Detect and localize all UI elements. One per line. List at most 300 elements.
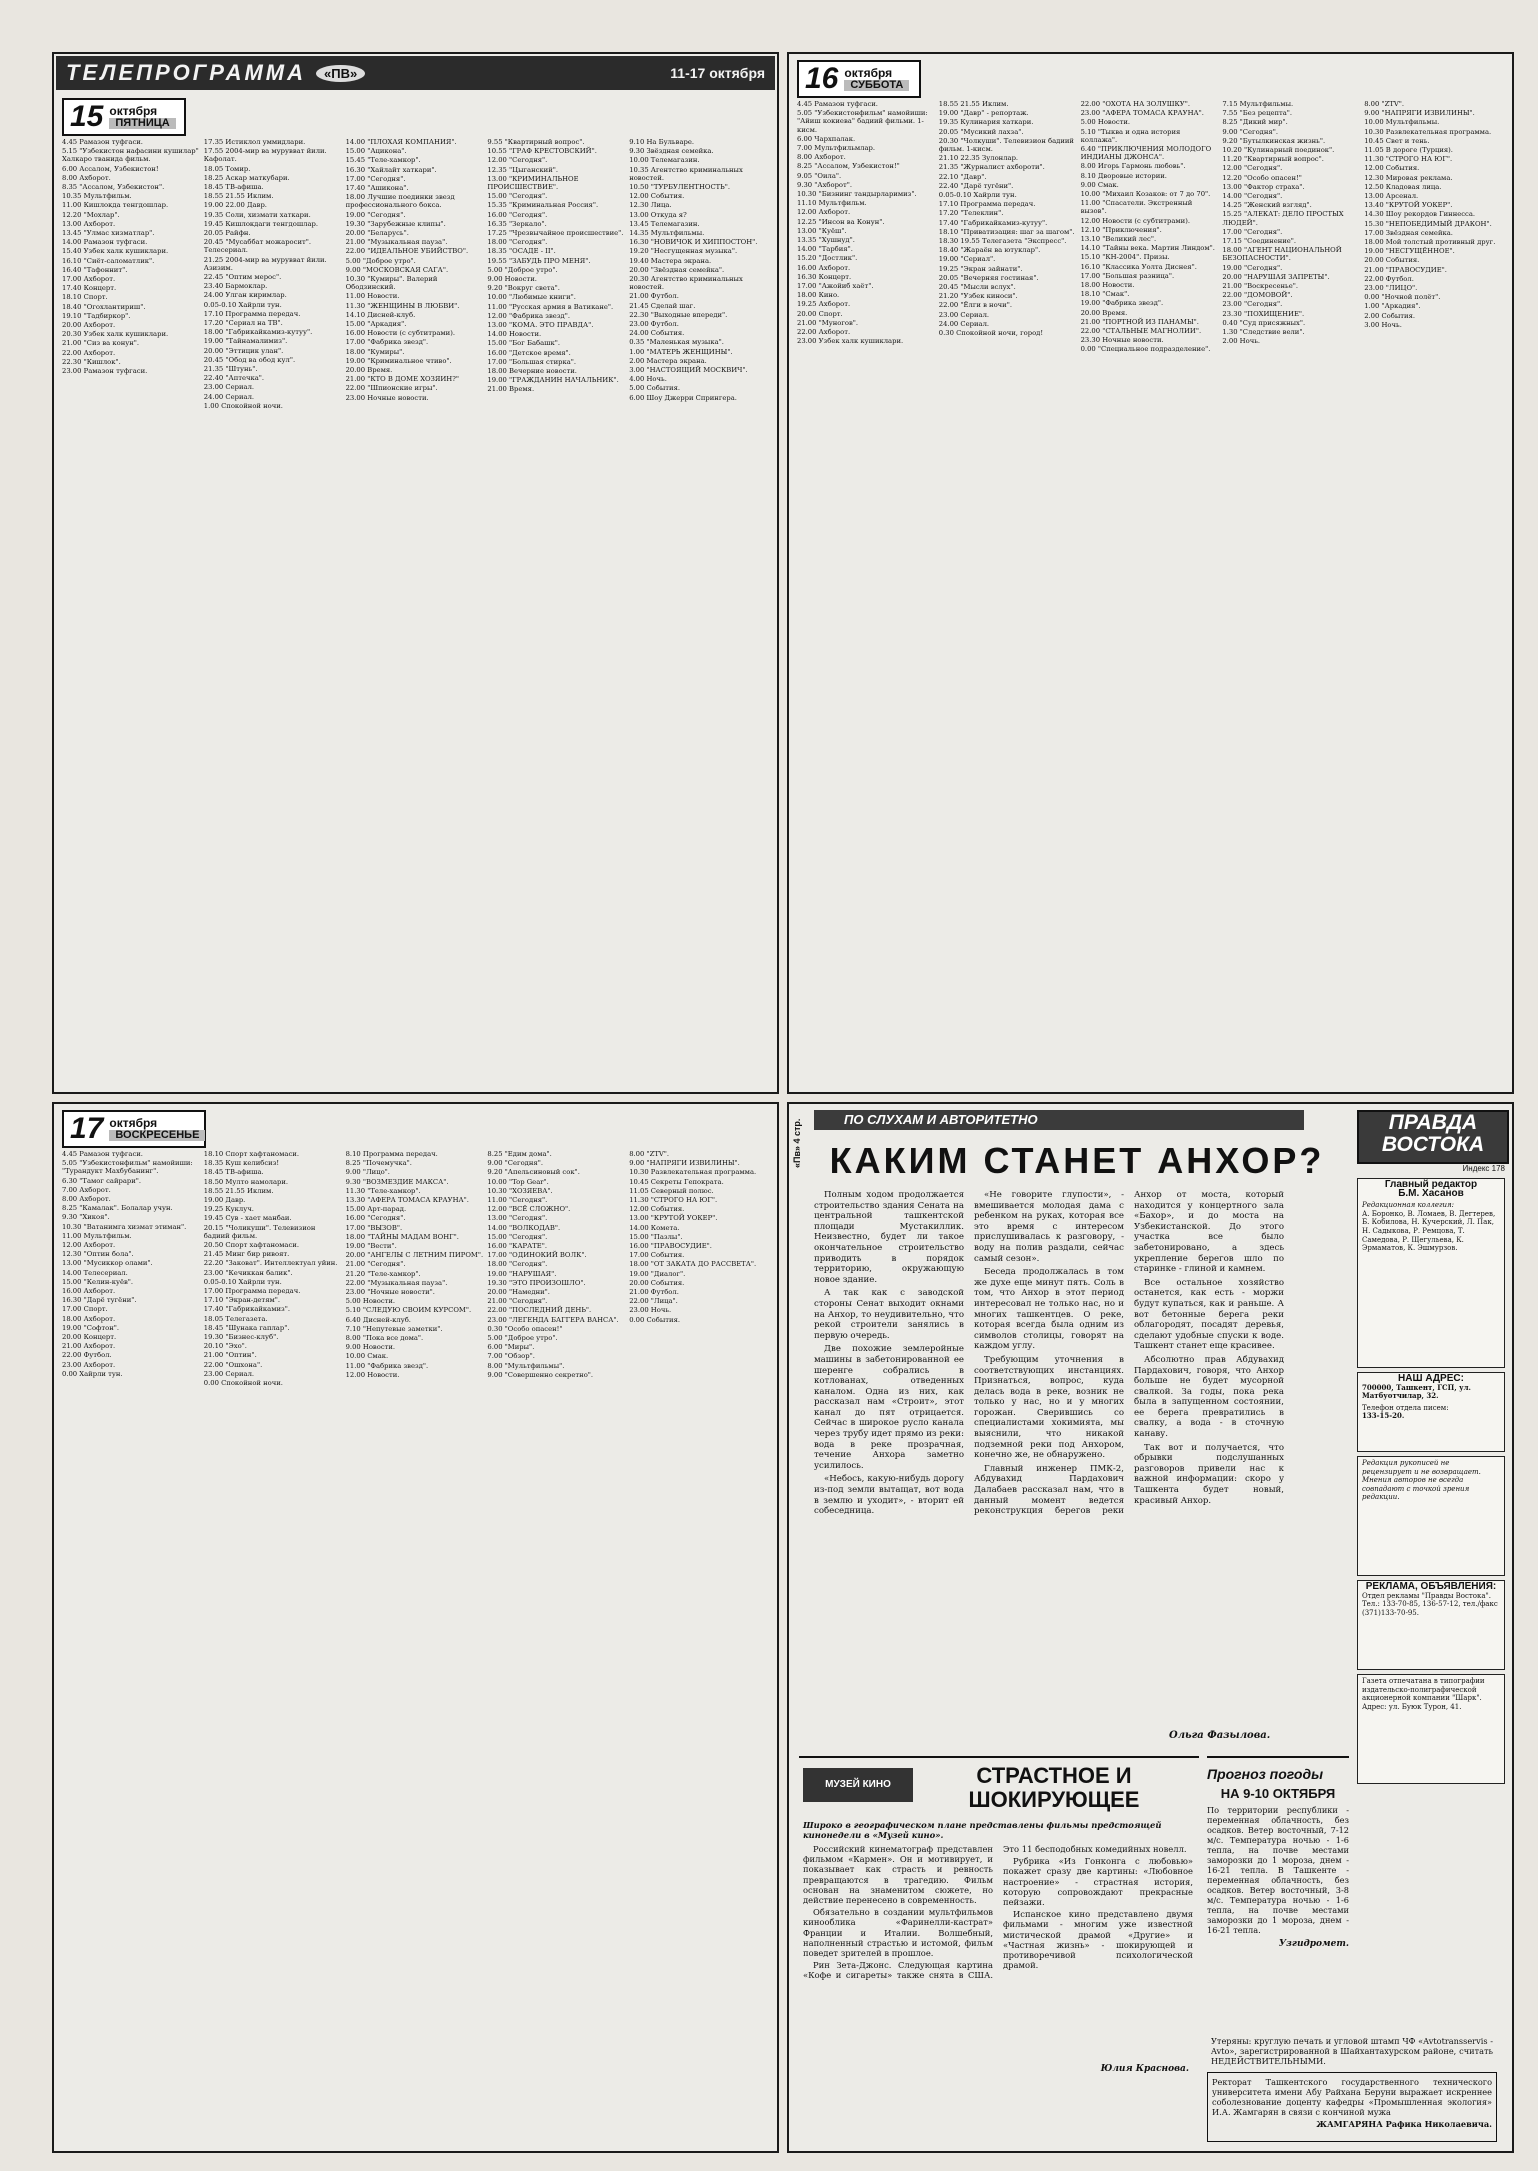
- address-title: НАШ АДРЕС:: [1398, 1373, 1464, 1384]
- tv-listing-entry: 8.00 Игорь Гармонь любовь".: [1080, 162, 1186, 171]
- tv-listing-entry: 12.25 "Инсон ва Конун".: [797, 217, 885, 226]
- tv-listing-entry: 4.45 Рамазон туфгаси.: [797, 100, 878, 108]
- tv-listing-entry: 12.20 "Особо опасен!": [1222, 173, 1302, 182]
- tv-column: [487, 1150, 625, 2140]
- tv-listing-entry: 10.35 Агентство криминальных новостей.: [629, 165, 743, 182]
- tv-listing-entry: 24.00 Сериал.: [938, 319, 990, 328]
- tv-listing-entry: 20.00 "АНГЕЛЫ С ЛЕТНИМ ПИРОМ".: [345, 1251, 484, 1260]
- tv-listing-entry: 20.30 "Чолкуши". Телевизион бадиий фильм. 1-кисм.: [938, 136, 1074, 154]
- article-body: [814, 1190, 1284, 1746]
- day-month: октября: [109, 103, 158, 118]
- tv-listing-entry: 1.00 "МАТЕРЬ ЖЕНЩИНЫ".: [629, 347, 733, 356]
- tv-listing-entry: 0.00 Спокойной ночи.: [203, 1379, 283, 1388]
- article-paragraph: «Не говорите глупости», - вмешивается молодая дама с ребенком на руках, которая все это время с интересом прислушивалась к разговору, - воду на полив раздали, сейчас самый сезон».: [974, 1190, 1124, 1264]
- tv-listing-entry: 13.10 "Великий лес".: [1080, 235, 1157, 244]
- promo-paragraph: Рин Зета-Джонс. Следующая картина «Кофе и сигареты» также снята в США. Это 11 бесподобных комедийных новелл.: [803, 1844, 1187, 1981]
- tv-listing-entry: 18.55 21.55 Иклим.: [203, 1186, 274, 1195]
- tv-listing-entry: 0.00 Хайрли тун.: [62, 1369, 123, 1378]
- tv-listing-entry: 16.40 "Тафоннит".: [62, 265, 128, 274]
- tv-listing-entry: 23.00 "АФЕРА ТОМАСА КРАУНА".: [1080, 109, 1204, 118]
- tv-column: [629, 1150, 767, 2140]
- tv-listing-entry: 5.05 "Узбекистонфильм" намойиши: "Айиш кокиева" бадиий фильми. 1-кисм.: [797, 109, 928, 134]
- tv-listing-entry: 19.00 "Тайнамалимиз".: [203, 337, 288, 346]
- tv-listing-entry: 17.00 "Ажойиб хаёт".: [797, 282, 874, 291]
- tv-column: [487, 138, 625, 1082]
- tv-listing-entry: 10.00 "Top Gear".: [487, 1177, 549, 1186]
- tv-listing-entry: 5.00 "Доброе утро".: [345, 256, 416, 265]
- tv-listing-entry: 19.35 Кулинария хаткари.: [938, 118, 1034, 127]
- tv-listing-entry: 7.15 Мультфильмы.: [1222, 100, 1294, 108]
- tv-listing-entry: 22.30 "Выходные впереди".: [629, 310, 728, 319]
- tv-listing-entry: 9.30 "Хикоя".: [62, 1213, 110, 1222]
- tv-listing-entry: 15.20 "Достлик".: [797, 254, 858, 263]
- tv-listing-entry: 21.45 Сделай шаг.: [629, 301, 696, 310]
- tv-listing-entry: 16.30 "Дарё тугёни".: [62, 1296, 137, 1305]
- tv-listing-entry: 13.40 "КРУТОЙ УОКЕР".: [1364, 201, 1453, 210]
- tv-listing-entry: 9.00 "Лицо".: [345, 1168, 390, 1177]
- tv-listing-entry: 17.40 "Ашикона".: [345, 184, 409, 193]
- tv-listing-entry: 18.00 "ОТ ЗАКАТА ДО РАССВЕТА".: [629, 1260, 757, 1269]
- disclaimer-text: Редакция рукописей не рецензирует и не возвращает. Мнения авторов не всегда совпадают с точкой зрения редакции.: [1362, 1459, 1481, 1502]
- tv-listing-entry: 19.00 "Диалог".: [629, 1269, 686, 1278]
- tv-friday-panel: [52, 52, 779, 1094]
- weather-forecast: [1207, 1756, 1349, 2028]
- tv-listing-entry: 14.35 Мультфильмы.: [629, 229, 705, 238]
- tv-listing-entry: 15.40 Узбек халк кушиклари.: [62, 247, 169, 256]
- tv-listing-entry: 9.00 "Совершенно секретно".: [487, 1370, 594, 1379]
- tv-listing-entry: 15.00 Арт-парад.: [345, 1205, 407, 1214]
- tv-listing-entry: 19.00 "Сегодня".: [345, 210, 406, 219]
- tv-listing-entry: 11.05 В дороге (Турция).: [1364, 146, 1453, 155]
- tv-listing-entry: 12.00 События.: [629, 1205, 685, 1214]
- tv-listing-entry: 10.00 "Любимые книги".: [487, 293, 576, 302]
- tv-listing-entry: 23.00 "ЛИЦО".: [1364, 284, 1418, 293]
- condolence-name: ЖАМГАРЯНА Рафика Николаевича.: [1316, 2119, 1492, 2129]
- tv-listing-entry: 22.30 "Кишлок".: [62, 357, 121, 366]
- tv-listing-entry: 21.00 Ахборот.: [62, 1342, 116, 1351]
- tv-listing-entry: 18.00 "АГЕНТ НАЦИОНАЛЬНОЙ БЕЗОПАСНОСТИ".: [1222, 246, 1342, 263]
- board-members: А. Боронко, В. Ломаев, В. Дегтерев, Б. Кобилова, Н. Кучерский, Л. Пак, Н. Садыкова, Р. Ремцова, Т. Самедова, Р. Щегульева, К. Эрмаматов, К. Эшмурзов.: [1362, 1209, 1496, 1253]
- tv-listing-entry: 20.50 Спорт хафтаномаси.: [203, 1241, 299, 1250]
- day-header-sunday: [62, 1110, 206, 1148]
- tv-listing-entry: 9.30 "ВОЗМЕЗДИЕ МАКСА".: [345, 1177, 449, 1186]
- tv-listing-entry: 21.00 "Воскресенье".: [1222, 282, 1299, 291]
- tv-listing-entry: 17.10 Программа передач.: [203, 309, 301, 318]
- tv-listing-entry: 6.00 Ассалом, Узбекистон!: [62, 164, 159, 173]
- tv-listing-entry: 3.00 Ночь.: [1364, 320, 1402, 329]
- tv-listing-entry: 6.40 "ПРИКЛЮЧЕНИЯ МОЛОДОГО ИНДИАНЫ ДЖОНСА".: [1080, 145, 1212, 162]
- tv-listing-entry: 21.00 Время.: [487, 385, 535, 394]
- tv-column: [346, 1150, 484, 2140]
- tv-listing-entry: 2.00 События.: [1364, 311, 1416, 320]
- tv-listing-entry: 18.50 Мулто намолари.: [203, 1177, 289, 1186]
- tv-listing-entry: 22.45 "Оптим мерос".: [203, 273, 282, 282]
- tv-listing-entry: 20.00 События.: [629, 1278, 685, 1287]
- ads-text: Отдел рекламы "Правды Востока". Тел.: 133-70-85, 136-57-12, тел./факс (371)133-70-95.: [1362, 1591, 1498, 1617]
- tv-listing-entry: 22.40 "Аптечка".: [203, 374, 265, 383]
- tv-listing-entry: 21.35 "Журналист ахбороти".: [938, 163, 1045, 172]
- tv-listing-entry: 19.30 "Бизнес-клуб".: [203, 1333, 279, 1342]
- tv-listing-entry: 17.55 2004-мир ва мурувват йили. Кафолат.: [203, 147, 327, 164]
- tv-listing-entry: 18.00 Ахборот.: [62, 1314, 116, 1323]
- promo-paragraph: Российский кинематограф представлен фильмом «Кармен». Он и мотивирует, и показывает как страсть и ревность превращаются в трагедию. Фильм основан на знаменитом сюжете, но действие перенесено в современность.: [803, 1844, 993, 1906]
- tv-listing-entry: 20.05 "Мусикий лахза".: [938, 127, 1024, 136]
- day-number: 16: [805, 62, 839, 95]
- tv-listing-entry: 8.00 Ахборот.: [797, 153, 846, 162]
- tv-listing-entry: 8.00 Ахборот.: [62, 173, 111, 182]
- tv-column: [346, 138, 484, 1082]
- tv-listing-entry: 20.45 "Обод ва обод кул".: [203, 355, 296, 364]
- tv-listing-entry: 9.00 "НАПРЯГИ ИЗВИЛИНЫ".: [1364, 109, 1475, 118]
- tv-listing-entry: 9.30 Звёздная семейка.: [629, 147, 714, 156]
- tv-listing-entry: 17.40 Концерт.: [62, 284, 117, 293]
- tv-listing-entry: 11.05 Северный полюс.: [629, 1186, 714, 1195]
- tv-listing-entry: 18.00 Вечерние новости.: [487, 367, 577, 376]
- tv-listing-entry: 12.00 Ахборот.: [797, 208, 851, 217]
- tv-listing-entry: 10.20 "Кулинарный поединок".: [1222, 146, 1335, 155]
- tv-listing-entry: 21.25 2004-мир ва мурувват йили. Азизим.: [203, 255, 327, 272]
- tv-listing-entry: 19.00 "НАРУШАЯ".: [487, 1269, 557, 1278]
- tv-listing-entry: 16.00 "Детское время".: [487, 348, 571, 357]
- tv-listing-entry: 22.00 "Музыкальная пауза".: [345, 1278, 448, 1287]
- tv-listing-entry: 5.05 "Узбекистонфильм" намойиши: "Турандукт Махбубанинг".: [62, 1159, 193, 1176]
- tv-listing-entry: 18.10 Спорт.: [62, 293, 108, 302]
- tv-listing-entry: 5.10 "Тыква и одна история коллажа".: [1080, 127, 1181, 144]
- tv-listing-entry: 19.00 "Сериал".: [938, 255, 996, 264]
- tv-listing-entry: 6.00 Шоу Джерри Спрингера.: [629, 393, 737, 402]
- tv-listing-entry: 12.00 "ВСЁ СЛОЖНО".: [487, 1205, 571, 1214]
- tv-listing-entry: 16.10 "Классика Уолта Диснея".: [1080, 262, 1197, 271]
- day-of-week: ПЯТНИЦА: [109, 118, 175, 130]
- tv-listing-entry: 19.00 22.00 Давр.: [203, 201, 267, 210]
- subscription-index: Индекс 178: [1462, 1164, 1505, 1173]
- phone-label: Телефон отдела писем:: [1362, 1403, 1449, 1412]
- tv-listing-entry: 23.00 "Кечиккан балик".: [203, 1268, 293, 1277]
- tv-listing-entry: 13.45 "Улмас хизматлар".: [62, 229, 155, 238]
- tv-listing-entry: 14.00 "Сегодня".: [1222, 192, 1283, 201]
- address-text: 700000, Ташкент, ГСП, ул. Матбуотчилар, 32.: [1362, 1382, 1471, 1401]
- tv-listing-entry: 18.00 Кино.: [797, 291, 840, 300]
- tv-listing-entry: 22.00 "Шпионские игры".: [345, 384, 438, 393]
- promo-body: [803, 1844, 1193, 2054]
- tv-listing-entry: 16.30 Концерт.: [797, 272, 852, 281]
- tv-listing-entry: 20.00 "Беларусь".: [345, 229, 409, 238]
- tv-listing-entry: 14.10 "Тайны века. Мартин Линдом".: [1080, 244, 1215, 253]
- tv-listing-entry: 10.30 "ХОЗЯЕВА".: [487, 1186, 553, 1195]
- day-month: октября: [844, 65, 893, 80]
- tv-listing-entry: 21.00 Футбол.: [629, 292, 679, 301]
- tv-listing-entry: 13.35 "Хушнуд".: [797, 236, 855, 245]
- tv-listing-entry: 7.10 "Непутевые заметки".: [345, 1324, 443, 1333]
- tv-listing-entry: 3.00 "НАСТОЯЩИЙ МОСКВИЧ".: [629, 366, 748, 375]
- tv-listing-entry: 20.05 Райфн.: [203, 229, 251, 238]
- tv-listing-entry: 18.00 "ТАЙНЫ МАДАМ ВОНГ".: [345, 1232, 459, 1241]
- tv-listing-entry: 19.45 Кишлокдаги тенгдошлар.: [203, 219, 319, 228]
- tv-sunday-panel: [52, 1102, 779, 2153]
- tv-listing-entry: 18.00 "Габрикайкамиз-кутуу".: [203, 328, 313, 337]
- tv-listing-entry: 22.10 "Давр".: [938, 172, 987, 181]
- tv-listing-entry: 2.00 Ночь.: [1222, 337, 1261, 346]
- tv-listing-entry: 10.50 "ТУРБУЛЕНТНОСТЬ".: [629, 183, 731, 192]
- article-paragraph: Беседа продолжалась в том же духе еще минут пять. Соль в том, что Анхор в этот период интересовал не только нас, но и многих ташкентцев. О реке, которая всегда была одним из символов столицы, говорят на каждом углу.: [974, 1267, 1124, 1352]
- tv-listing-entry: 5.00 Новости.: [345, 1297, 396, 1306]
- promo-paragraph: Обязательно в создании мультфильмов кинооблика «Фаринелли-кастрат» Франции и Италии. Волшебный, наполненный страстью и истомой, фильм поведет зрителей в прошлое.: [803, 1907, 993, 1959]
- print-box: [1357, 1674, 1505, 1784]
- banner-dates: 11-17 октября: [670, 65, 765, 81]
- tv-listing-entry: 23.00 Узбек халк кушиклари.: [797, 337, 904, 346]
- tv-listing-entry: 5.15 "Узбекистон нафасини кушилар" Халкаро тванида фильм.: [62, 147, 199, 164]
- tv-listing-entry: 14.00 Телесериал.: [62, 1268, 128, 1277]
- tv-listing-entry: 20.00 Концерт.: [62, 1333, 117, 1342]
- tv-listing-entry: 18.30 19.55 Телегазета "Экспресс".: [938, 237, 1067, 246]
- tv-listing-entry: 12.00 Новости (с субтитрами).: [1080, 216, 1191, 225]
- tv-listing-entry: 10.30 Развлекательная программа.: [1364, 127, 1492, 136]
- tv-listing-entry: 11.00 "Русская армия в Ватикане".: [487, 302, 614, 311]
- tv-listing-entry: 6.00 Чархпалак.: [797, 134, 856, 143]
- tv-listing-entry: 16.00 "ПРАВОСУДИЕ".: [629, 1242, 712, 1251]
- editor-label: Главный редактор: [1384, 1179, 1478, 1190]
- tv-listing-entry: 16.35 "Зеркало".: [487, 219, 547, 228]
- tv-listing-entry: 18.00 Мой толстый противный друг.: [1364, 238, 1496, 247]
- day-header-saturday: [797, 60, 921, 98]
- tv-listing-entry: 21.00 "Муногов".: [797, 318, 859, 327]
- tv-listing-entry: 17.00 Звёздная семейка.: [1364, 228, 1453, 237]
- tv-listing-entry: 22.00 "ОХОТА НА ЗОЛУШКУ".: [1080, 100, 1191, 108]
- tv-listing-entry: 17.00 "Большая стирка".: [487, 357, 577, 366]
- tv-listing-entry: 0.30 "Особо опасен!": [487, 1324, 563, 1333]
- article-paragraph: А так как с заводской стороны Сенат выходит окнами на Анхор, то неудивительно, что рекой строители занялись в первую очередь.: [814, 1288, 964, 1341]
- tv-listing-entry: 9.20 "Вокруг света".: [487, 284, 560, 293]
- tv-listing-entry: 6.00 "Миры".: [487, 1343, 535, 1352]
- tv-listing-entry: 9.00 "Сегодня".: [1222, 127, 1278, 136]
- tv-listing-entry: 18.00 Новости.: [1080, 281, 1135, 290]
- tv-listing-entry: 19.30 "Зарубежные клипы".: [345, 219, 446, 228]
- tv-listing-entry: 5.00 События.: [629, 384, 681, 393]
- ads-title: РЕКЛАМА, ОБЪЯВЛЕНИЯ:: [1365, 1581, 1497, 1592]
- tv-listing-entry: 5.10 "СЛЕДУЮ СВОИМ КУРСОМ".: [345, 1306, 472, 1315]
- tv-listing-entry: 23.00 Ночные новости.: [345, 393, 429, 402]
- tv-listing-entry: 15.35 "Криминальная Россия".: [487, 201, 599, 210]
- tv-column: [797, 100, 935, 1082]
- tv-listing-entry: 18.05 Томир.: [203, 164, 251, 173]
- tv-listing-entry: 21.00 "Сиз ва конун".: [62, 339, 140, 348]
- tv-listing-entry: 22.00 "СТАЛЬНЫЕ МАГНОЛИИ".: [1080, 327, 1202, 336]
- tv-listing-entry: 15.00 "Бог Бабашк".: [487, 339, 560, 348]
- tv-listing-entry: 9.00 "Сегодня".: [487, 1159, 543, 1168]
- promo-paragraph: Рубрика «Из Гонконга с любовью» покажет сразу две картины: «Любовное настроение» - страстная история, которую сопровождают прекрасные пейзажи.: [1003, 1856, 1193, 1908]
- tv-listing-entry: 8.00 "Пока все дома".: [345, 1334, 424, 1343]
- promo-lead: Широко в географическом плане представлены фильмы предстоящей кинонедели в «Музей кино».: [803, 1820, 1162, 1840]
- tv-listing-entry: 18.00 Лучшие поединки звезд профессионального бокса.: [345, 193, 455, 210]
- tv-listing-entry: 10.00 Мультфильмы.: [1364, 118, 1440, 127]
- tv-listing-entry: 24.00 События.: [629, 329, 685, 338]
- tv-column: [204, 1150, 342, 2140]
- tv-listing-entry: 0.00 "Ночной полёт".: [1364, 293, 1441, 302]
- tv-listing-entry: 11.30 "СТРОГО НА ЮГ".: [1364, 155, 1453, 164]
- tv-banner: [56, 56, 775, 90]
- article-headline: КАКИМ СТАНЕТ АНХОР?: [829, 1140, 1325, 1181]
- tv-listing-entry: 10.55 "ГРАФ КРЕСТОВСКИЙ".: [487, 147, 597, 156]
- tv-listing-entry: 18.35 "ОСАДЕ - II".: [487, 247, 556, 256]
- tv-listing-entry: 21.10 22.35 Зулонлар.: [938, 154, 1019, 163]
- tv-listing-entry: 19.00 Давр.: [203, 1196, 246, 1205]
- tv-listing-entry: 12.35 "Цыганский".: [487, 165, 559, 174]
- promo-headline: СТРАСТНОЕ И ШОКИРУЮЩЕЕ: [968, 1763, 1140, 1812]
- tv-listing-entry: 10.30 "Ватанимга хизмат этиман".: [62, 1222, 187, 1231]
- tv-listing-entry: 21.00 Футбол.: [629, 1288, 679, 1297]
- tv-listing-entry: 20.30 Узбек халк кушиклари.: [62, 330, 169, 339]
- tv-listing-entry: 12.30 Мировая реклама.: [1364, 173, 1453, 182]
- tv-listing-entry: 19.25 Куклуч.: [203, 1205, 254, 1214]
- tv-listing-entry: 17.00 "Большая разница".: [1080, 271, 1175, 280]
- tv-listing-entry: 18.10 "Смак".: [1080, 290, 1130, 299]
- tv-listing-entry: 8.00 "Мультфильмы".: [487, 1361, 565, 1370]
- banner-title: ТЕЛЕПРОГРАММА: [66, 60, 306, 85]
- lost-stamp-notice: Утеряны: круглую печать и угловой штамп ЧФ «Avtotransservis - Avto», зарегистрированной в Шайхантахурском районе, считать НЕДЕЙСТВИТЕЛЬНЫМИ.: [1211, 2036, 1493, 2066]
- tv-listing-entry: 12.50 Кладовая лица.: [1364, 182, 1442, 191]
- tv-listing-entry: 23.00 Сериал.: [938, 310, 990, 319]
- editorial-box: [1357, 1178, 1505, 1368]
- tv-listing-entry: 18.00 "Сегодня".: [487, 1260, 548, 1269]
- tv-listing-entry: 14.30 Шоу рекордов Гиннесса.: [1364, 210, 1476, 219]
- tv-listing-entry: 20.00 "НАРУШАЯ ЗАПРЕТЫ".: [1222, 272, 1330, 281]
- tv-listing-entry: 12.10 "Приключения".: [1080, 225, 1162, 234]
- tv-column: [1364, 100, 1502, 1082]
- tv-listing-entry: 17.00 События.: [629, 1251, 685, 1260]
- tv-listing-entry: 13.00 "КРИМИНАЛЬНОЕ ПРОИСШЕСТВИЕ".: [487, 174, 579, 192]
- article-paragraph: Абсолютно прав Абдувахид Пардахович, говоря, что Анхор больше не будет мусорной свалкой. За годы, пока река была в запущенном состоянии, ее берега превратились в свалку, а вода - в сточную канаву.: [1134, 1354, 1284, 1440]
- tv-listing-entry: 17.40 "Габрикайкамиз-кутуу".: [938, 218, 1048, 227]
- tv-listing-entry: 21.00 "Сегодня".: [345, 1260, 406, 1269]
- tv-listing-entry: 13.00 "Фактор страха".: [1222, 182, 1305, 191]
- tv-listing-entry: 15.00 "Келин-куёв".: [62, 1277, 134, 1286]
- article-panel: [787, 1102, 1514, 2153]
- tv-listing-entry: 10.45 Секреты Гепократа.: [629, 1177, 724, 1186]
- tv-listing-entry: 23.00 Ахборот.: [62, 1360, 116, 1369]
- tv-listing-entry: 9.20 "Бутылкинская жизнь".: [1222, 136, 1326, 145]
- tv-listing-entry: 11.30 "СТРОГО НА ЮГ".: [629, 1196, 718, 1205]
- tv-listing-entry: 18.40 "Огохлантириш".: [62, 302, 146, 311]
- tv-listing-entry: 17.00 "ВЫЗОВ".: [345, 1223, 403, 1232]
- tv-listing-entry: 19.00 "Сегодня".: [1222, 263, 1283, 272]
- tv-listing-entry: 11.00 "Спасатели. Экстренный вызов".: [1080, 199, 1193, 216]
- tv-listing-entry: 15.10 "КН-2004". Призы.: [1080, 253, 1170, 262]
- tv-listing-entry: 8.25 "Камалак". Болалар учун.: [62, 1204, 173, 1213]
- tv-listing-entry: 19.00 "Софтон".: [62, 1323, 120, 1332]
- tv-columns: [797, 100, 1502, 1082]
- tv-listing-entry: 22.00 "Лица".: [629, 1297, 678, 1306]
- disclaimer-box: [1357, 1456, 1505, 1576]
- day-number: 17: [70, 1112, 104, 1145]
- tv-listing-entry: 13.00 "Сегодня".: [487, 1214, 548, 1223]
- tv-listing-entry: 10.30 "Кумиры". Валерий Ободзинский.: [345, 275, 438, 292]
- tv-listing-entry: 21.00 "ПОРТНОЙ ИЗ ПАНАМЫ".: [1080, 317, 1199, 326]
- tv-listing-entry: 13.00 "Мусиккор олами".: [62, 1259, 153, 1268]
- tv-listing-entry: 21.35 "Штунь".: [203, 365, 258, 374]
- tv-listing-entry: 17.20 "Сериал на ТВ".: [203, 319, 283, 328]
- tv-listing-entry: 20.00 Спорт.: [797, 309, 843, 318]
- tv-listing-entry: 23.00 Сериал.: [203, 1369, 255, 1378]
- tv-listing-entry: 22.00 Футбол.: [62, 1351, 112, 1360]
- tv-listing-entry: 14.10 Дисней-клуб.: [345, 310, 416, 319]
- tv-saturday-panel: [787, 52, 1514, 1094]
- tv-listing-entry: 8.00 "ZTV".: [1364, 100, 1405, 108]
- tv-listing-entry: 19.00 "Вести".: [345, 1242, 397, 1251]
- tv-listing-entry: 4.45 Рамазон туфгаси.: [62, 1150, 143, 1158]
- tv-listing-entry: 14.00 Комета.: [629, 1223, 680, 1232]
- tv-listing-entry: 11.00 "Фабрика звезд".: [345, 1361, 429, 1370]
- tv-listing-entry: 0.00 "Специальное подразделение".: [1080, 345, 1211, 354]
- tv-listing-entry: 22.00 Ахборот.: [62, 348, 116, 357]
- tv-listing-entry: 19.20 "Несгущенная музыка".: [629, 247, 738, 256]
- tv-listing-entry: 8.10 Программа передач.: [345, 1150, 438, 1158]
- tv-listing-entry: 20.10 "Эхо".: [203, 1342, 247, 1351]
- tv-listing-entry: 18.00 "Сегодня".: [487, 238, 548, 247]
- tv-listing-entry: 16.00 "КАРАТЕ".: [487, 1242, 548, 1251]
- tv-column: [204, 138, 342, 1082]
- tv-listing-entry: 11.20 "Квартирный вопрос".: [1222, 155, 1324, 164]
- tv-listing-entry: 8.25 "Дикий мир".: [1222, 118, 1288, 127]
- tv-listing-entry: 20.00 Время.: [345, 366, 393, 375]
- tv-listing-entry: 17.40 "Габрикайкамиз".: [203, 1305, 291, 1314]
- address-box: [1357, 1372, 1505, 1452]
- tv-listing-entry: 17.00 Ахборот.: [62, 275, 116, 284]
- tv-listing-entry: 0.05-0.10 Хайрли тун.: [203, 300, 282, 309]
- tv-listing-entry: 22.00 "ПОСЛЕДНИЙ ДЕНЬ".: [487, 1306, 592, 1315]
- tv-listing-entry: 5.00 "Доброе утро".: [487, 1334, 558, 1343]
- tv-listing-entry: 21.20 "Узбек киноси".: [938, 292, 1018, 301]
- article-paragraph: Главный инженер ПМК-2, Абдувахид Пардахович Далабаев рассказал нам, что в данный момент ведется реконструкция берегов реки Анхор от моста, который находится у концертного зала «Бахор», и до моста на Узбекистанской. До этого участка все было забетонировано, а здесь укрепление берегов шло по старинке - глиной и камнем.: [974, 1190, 1284, 1517]
- tv-listing-entry: 17.25 "Чрезвычайное происшествие".: [487, 229, 624, 238]
- tv-listing-entry: 19.55 "ЗАБУДЬ ПРО МЕНЯ".: [487, 256, 591, 265]
- day-header-friday: [62, 98, 186, 136]
- tv-listing-entry: 20.00 Время.: [1080, 308, 1128, 317]
- tv-listing-entry: 14.00 "ВОЛКОДАВ".: [487, 1223, 561, 1232]
- tv-listing-entry: 17.10 "Экран-детям".: [203, 1296, 281, 1305]
- tv-listing-entry: 19.00 "НЕСГУЩЁННОЕ".: [1364, 247, 1455, 256]
- tv-listing-entry: 15.00 "Аркадия".: [345, 320, 407, 329]
- tv-listing-entry: 9.55 "Квартирный вопрос".: [487, 138, 585, 146]
- tv-listing-entry: 19.25 "Экран зайнати".: [938, 264, 1023, 273]
- tv-listing-entry: 7.55 "Без рецепта".: [1222, 109, 1293, 118]
- tv-listing-entry: 18.10 Спорт хафтаномаси.: [203, 1150, 299, 1158]
- tv-listing-entry: 16.00 Ахборот.: [797, 263, 851, 272]
- tv-listing-entry: 17.20 "Телеклин".: [938, 209, 1004, 218]
- tv-listing-entry: 8.00 Ахборот.: [62, 1195, 111, 1204]
- tv-listing-entry: 2.00 Мастера экрана.: [629, 356, 707, 365]
- tv-listing-entry: 22.00 "ДОМОВОЙ".: [1222, 291, 1293, 300]
- tv-column: [939, 100, 1077, 1082]
- tv-listing-entry: 13.00 "КОМА. ЭТО ПРАВДА".: [487, 321, 594, 330]
- tv-listing-entry: 18.55 21.55 Иклим.: [938, 100, 1009, 108]
- tv-listing-entry: 17.00 "Фабрика звезд".: [345, 338, 429, 347]
- tv-listing-entry: 12.30 Лица.: [629, 201, 672, 210]
- tv-listing-entry: 23.00 "ЛЕГЕНДА БАГГЕРА ВАНСА".: [487, 1315, 619, 1324]
- tv-listing-entry: 12.00 Новости.: [345, 1370, 400, 1379]
- tv-listing-entry: 22.40 "Дарё тугёни".: [938, 181, 1014, 190]
- tv-listing-entry: 12.00 События.: [1364, 164, 1420, 173]
- tv-listing-entry: 17.15 "Соединение".: [1222, 237, 1297, 246]
- tv-listing-entry: 19.45 Сув - хает манбаи.: [203, 1214, 292, 1223]
- tv-listing-entry: 8.25 "Почемучка".: [345, 1159, 412, 1168]
- tv-listing-entry: 24.00 Сериал.: [203, 392, 255, 401]
- tv-listing-entry: 12.00 "Сегодня".: [1222, 164, 1283, 173]
- tv-listing-entry: 15.45 "Теле-хамкор".: [345, 156, 421, 165]
- weather-author: Узгидромет.: [1278, 1939, 1349, 1949]
- tv-listing-entry: 21.00 "КТО В ДОМЕ ХОЗЯИН?": [345, 375, 459, 384]
- tv-listing-entry: 21.00 "ПРАВОСУДИЕ".: [1364, 265, 1447, 274]
- day-number: 15: [70, 100, 104, 133]
